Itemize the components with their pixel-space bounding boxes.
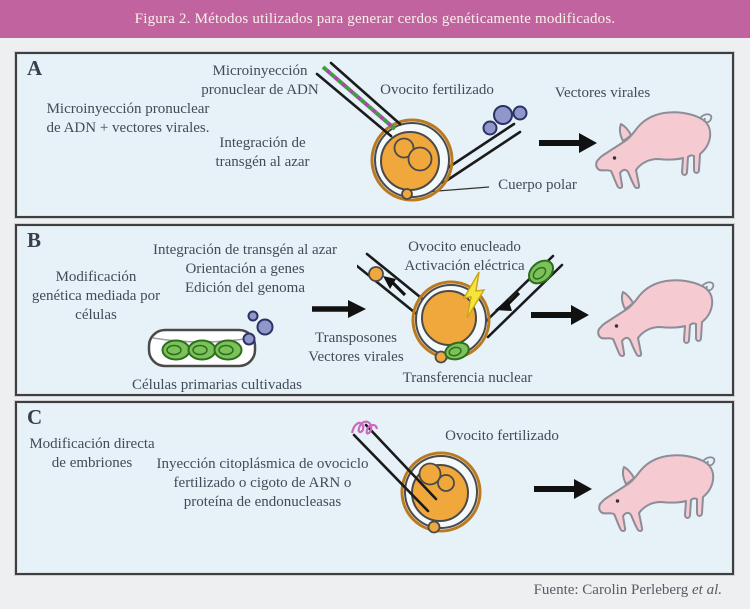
polar-body-icon [402, 189, 412, 199]
pig-icon [594, 98, 734, 193]
delivery-line: Vectores virales [308, 349, 404, 366]
panel-b-side-text: Modificación genética mediada por células [31, 269, 161, 324]
delivery-line: Transposones [315, 330, 397, 346]
polar-body-icon [429, 522, 440, 533]
method-line: Edición del genoma [185, 280, 305, 297]
pronucleus-icon [438, 475, 454, 491]
method-line: Integración de transgén al azar [152, 242, 338, 258]
panel-a-oocyte-label: Ovocito fertilizado [380, 82, 494, 98]
panel-b [15, 224, 734, 396]
method-line: Orientación a genes [185, 261, 305, 278]
panel-c-center-text: Inyección citoplásmica de ovociclo fertilizado o cigoto de ARN o proteína de endonucleasas [156, 456, 369, 511]
panel-b-methods [145, 241, 345, 298]
donor-cell-icon [525, 256, 558, 288]
arrow-icon [529, 304, 591, 326]
source-et-al: et al. [692, 582, 722, 598]
panel-a-method-text: Microinyección pronuclear de ADN [201, 63, 319, 99]
pig-eye [615, 324, 618, 327]
panel-c-oocyte-label: Ovocito fertilizado [445, 428, 559, 444]
panel-c-label: C [27, 405, 43, 429]
figure-title-bar [0, 0, 750, 38]
fertilized-oocyte-microinjection-icon [307, 60, 557, 210]
panel-a-label: A [27, 56, 43, 80]
oocyte-label-line: Ovocito enucleado [408, 239, 521, 255]
zygote-cytoplasmic-injection-icon [350, 417, 545, 552]
panel-c-side-text: Modificación directa de embriones [29, 436, 155, 472]
panel-a-side-text: Microinyección pronuclear de ADN + vectores virales. [46, 101, 210, 137]
pig-eye [616, 499, 619, 502]
panel-b-transfer-label: Transferencia nuclear [402, 370, 533, 386]
panel-a-vectors-label: Vectores virales [554, 85, 651, 101]
dna-strand-icon [323, 67, 395, 129]
viral-vector-icon [244, 312, 273, 345]
oocyte-label-line: Activación eléctrica [404, 258, 525, 275]
panel-a-integration-text: Integración de transgén al azar [215, 135, 310, 171]
pig-icon [596, 266, 736, 361]
source-text: Fuente: Carolin Perleberg [533, 582, 692, 598]
figure-title: Figura 2. Métodos utilizados para generar cerdos genéticamente modificados. [134, 10, 616, 27]
pig-icon [597, 441, 737, 536]
pronucleus-icon [409, 148, 432, 171]
petri-dish-icon [143, 304, 293, 376]
panel-b-label: B [27, 228, 42, 252]
panel-a-polar-body-label: Cuerpo polar [498, 177, 577, 193]
arrow-icon [537, 132, 599, 154]
panel-a [15, 52, 734, 218]
panel-b-dish-label: Células primarias cultivadas [132, 377, 302, 393]
panel-c [15, 401, 734, 575]
karyoplast-icon [369, 267, 383, 281]
arrow-icon [532, 478, 594, 500]
source-credit [534, 582, 722, 599]
pig-eye [613, 156, 616, 159]
cultured-cell-icon [163, 341, 242, 360]
